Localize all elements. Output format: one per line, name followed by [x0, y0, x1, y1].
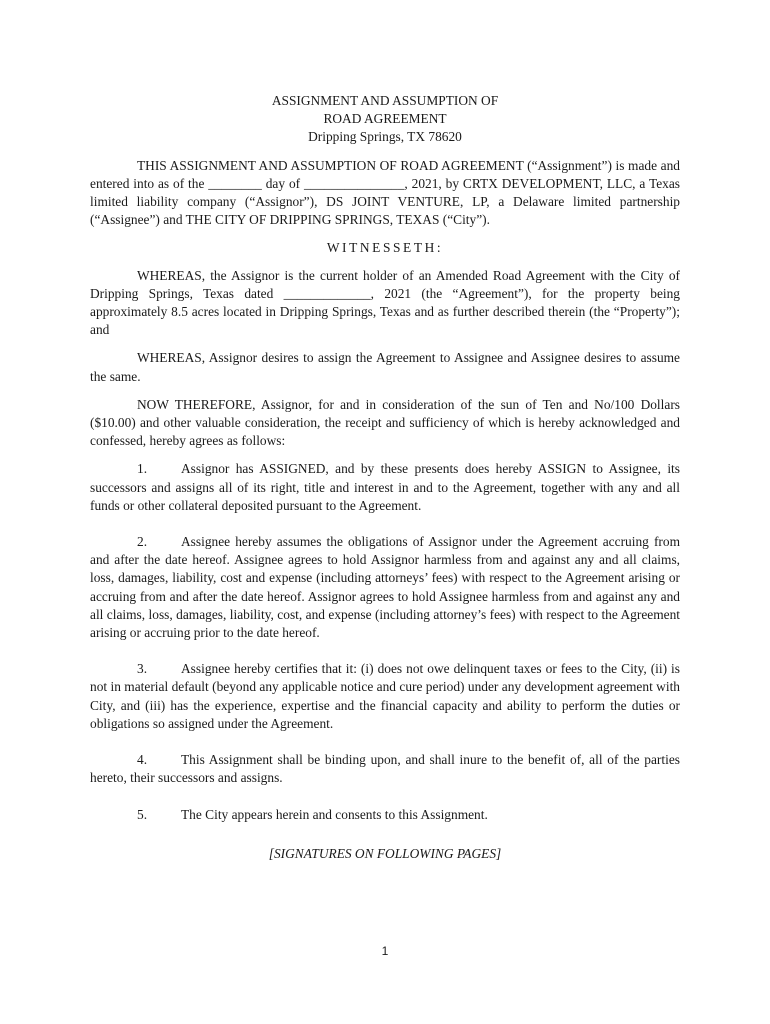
item-text: The City appears herein and consents to this Assignment. [181, 806, 488, 822]
numbered-item-2 [90, 533, 680, 642]
document-title [90, 92, 680, 147]
numbered-item-4 [90, 751, 680, 787]
page-number: 1 [381, 944, 389, 958]
item-number: 4. [137, 752, 148, 768]
item-text: Assignor has ASSIGNED, and by these presents does hereby ASSIGN to Assignee, its successors and assigns all of its right, title and interest in and to the Agreement, together with any and all funds or other collateral deposited pursuant to the Agreement. [90, 461, 680, 513]
item-number: 2. [137, 534, 148, 550]
item-number: 3. [137, 661, 148, 677]
numbered-item-1 [90, 460, 680, 515]
item-number: 5. [137, 806, 148, 822]
title-line-3: Dripping Springs, TX 78620 [308, 129, 462, 145]
numbered-item-3 [90, 660, 680, 733]
recital-paragraph-3: NOW THEREFORE, Assignor, for and in consideration of the sun of Ten and No/100 Dollars ($10.00) and other valuable consideration, the receipt and sufficiency of which is hereby acknowledged and confessed, hereby agrees as follows: [90, 396, 680, 449]
item-text: Assignee hereby assumes the obligations of Assignor under the Agreement accruing from and after the date hereof. Assignee agrees to hold Assignor harmless from and against any and all claims, loss, damages, liability, cost and expense (including attorneys’ fees) with respect to the Agreement arising or accruing from and after the date hereof. Assignor agrees to hold Assignee harmless from and against any and all claims, loss, damages, liability, cost, and expense (including attorney’s fees) with respect to the Agreement arising or accruing prior to the date hereof. [90, 534, 680, 641]
intro-paragraph: THIS ASSIGNMENT AND ASSUMPTION OF ROAD AGREEMENT (“Assignment”) is made and entered into as of the ________ day of _______________, 2021, by CRTX DEVELOPMENT, LLC, a Texas limited liability company (“Assignor”), DS JOINT VENTURE, LP, a Delaware limited partnership (“Assignee”) and THE CITY OF DRIPPING SPRINGS, TEXAS (“City”). [90, 157, 680, 228]
numbered-item-5 [90, 806, 680, 824]
signatures-note: [SIGNATURES ON FOLLOWING PAGES] [268, 845, 502, 861]
recital-paragraph-1: WHEREAS, the Assignor is the current holder of an Amended Road Agreement with the City of Dripping Springs, Texas dated _____________, 2021 (the “Agreement”), for the property being approximately 8.5 acres located in Dripping Springs, Texas and as further described therein (the “Property”); and [90, 267, 680, 338]
title-line-1: ASSIGNMENT AND ASSUMPTION OF [271, 93, 499, 108]
item-text: Assignee hereby certifies that it: (i) does not owe delinquent taxes or fees to the City, (ii) is not in material default (beyond any applicable notice and cure period) under any development agreement with City, and (iii) has the experience, expertise and the financial capacity and ability to perform the duties or obligations so assigned under the Agreement. [90, 661, 680, 731]
item-number: 1. [137, 461, 148, 477]
witnesseth-heading: WITNESSETH: [326, 240, 444, 256]
title-line-2: ROAD AGREEMENT [323, 111, 447, 127]
document-page [90, 92, 680, 863]
item-text: This Assignment shall be binding upon, and shall inure to the benefit of, all of the parties hereto, their successors and assigns. [90, 752, 680, 786]
recital-paragraph-2: WHEREAS, Assignor desires to assign the Agreement to Assignee and Assignee desires to assume the same. [90, 350, 680, 384]
